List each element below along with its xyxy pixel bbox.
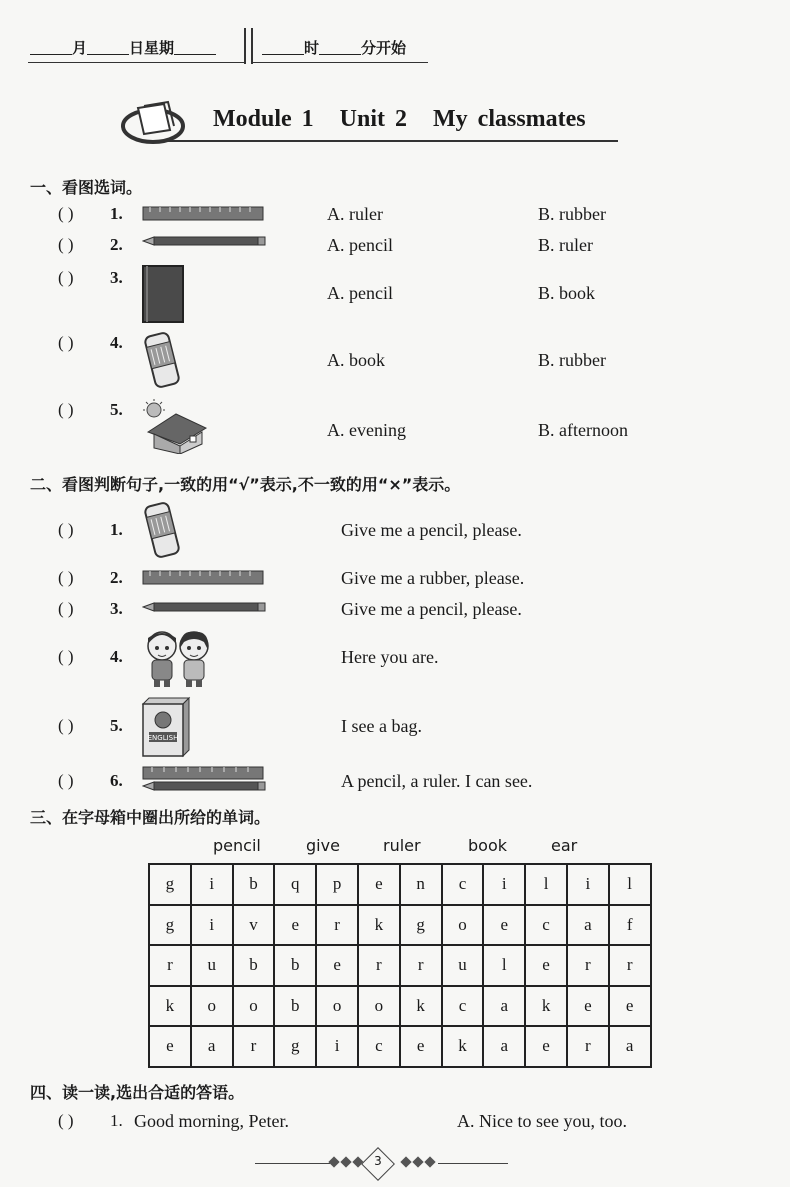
answer-blank[interactable]: ( ) [58,235,74,254]
grid-row [149,864,651,905]
answer-blank[interactable]: ( ) [58,771,74,790]
rubber-icon [140,330,184,390]
answer-blank[interactable]: ( ) [58,599,74,618]
grid-cell[interactable]: i [567,864,609,905]
footer-line-left [255,1163,330,1164]
sentence: Give me a rubber, please. [341,568,525,588]
sentence: Give me a pencil, please. [341,599,522,619]
option-b: B. book [538,283,596,303]
grid-cell[interactable]: e [358,864,400,905]
question-number: 2. [110,235,123,254]
hour-label: 时 [304,39,320,57]
grid-cell[interactable]: b [274,986,316,1027]
answer-blank[interactable]: ( ) [58,204,74,223]
grid-cell[interactable]: i [191,864,233,905]
question-number: 1. [110,1111,123,1130]
grid-cell[interactable]: e [609,986,651,1027]
question-number: 2. [110,568,123,587]
grid-cell[interactable]: q [274,864,316,905]
answer-blank[interactable]: ( ) [58,1111,74,1130]
answer-blank[interactable]: ( ) [58,400,74,419]
sentence: I see a bag. [341,716,422,736]
grid-cell[interactable]: o [191,986,233,1027]
grid-cell[interactable]: g [274,1026,316,1067]
grid-row [149,905,651,946]
question-number: 5. [110,716,123,735]
header-underline-right [253,62,428,63]
question-text: Good morning, Peter. [134,1111,289,1131]
grid-cell[interactable]: p [316,864,358,905]
question-number: 5. [110,400,123,419]
word-ruler: ruler [383,836,421,855]
grid-cell[interactable]: l [525,864,567,905]
grid-cell[interactable]: e [274,905,316,946]
footer-diamond [400,1156,411,1167]
grid-cell[interactable]: n [400,864,442,905]
grid-cell[interactable]: o [316,986,358,1027]
grid-cell[interactable]: f [609,905,651,946]
header-divider-2 [251,28,253,64]
question-number: 3. [110,268,123,287]
pencil-ruler-icon [142,766,266,792]
option-b: B. rubber [538,204,606,224]
question-number: 1. [110,520,123,539]
grid-cell[interactable]: c [525,905,567,946]
grid-cell[interactable]: r [567,945,609,986]
pencil-icon [142,602,266,612]
grid-cell[interactable]: i [483,864,525,905]
grid-cell[interactable]: k [358,905,400,946]
grid-cell[interactable]: k [149,986,191,1027]
grid-cell[interactable]: e [525,1026,567,1067]
two-children-icon [138,628,218,688]
grid-cell[interactable]: a [191,1026,233,1067]
grid-cell[interactable]: o [358,986,400,1027]
question-number: 1. [110,204,123,223]
grid-cell[interactable]: b [274,945,316,986]
grid-cell[interactable]: r [400,945,442,986]
grid-cell[interactable]: r [233,1026,275,1067]
word-ear: ear [551,836,578,855]
answer-blank[interactable]: ( ) [58,647,74,666]
grid-cell[interactable]: l [609,864,651,905]
grid-cell[interactable]: a [483,986,525,1027]
grid-cell[interactable]: k [525,986,567,1027]
answer-blank[interactable]: ( ) [58,520,74,539]
rubber-icon [140,500,184,560]
title-underline [148,140,618,142]
grid-cell[interactable]: i [316,1026,358,1067]
section4-heading: 四、读一读,选出合适的答语。 [30,1083,245,1102]
word-pencil: pencil [213,836,261,855]
section3-heading: 三、在字母箱中圈出所给的单词。 [30,808,271,827]
grid-cell[interactable]: b [233,864,275,905]
grid-cell[interactable]: c [442,986,484,1027]
answer-blank[interactable]: ( ) [58,568,74,587]
svg-text:ENGLISH: ENGLISH [147,734,179,742]
grid-cell[interactable]: g [400,905,442,946]
grid-cell[interactable]: u [442,945,484,986]
question-number: 6. [110,771,123,790]
grid-cell[interactable]: a [609,1026,651,1067]
grid-cell[interactable]: b [233,945,275,986]
grid-cell[interactable]: o [442,905,484,946]
english-book-icon [139,696,191,758]
grid-cell[interactable]: r [567,1026,609,1067]
grid-cell[interactable]: e [400,1026,442,1067]
sentence: Here you are. [341,647,439,667]
grid-cell[interactable]: e [567,986,609,1027]
grid-cell[interactable]: r [149,945,191,986]
answer-option: A. Nice to see you, too. [457,1111,627,1131]
section2-heading: 二、看图判断句子,一致的用“√”表示,不一致的用“×”表示。 [30,475,461,494]
grid-cell[interactable]: k [400,986,442,1027]
day-weekday-label: 日星期 [129,39,175,57]
grid-cell[interactable]: e [149,1026,191,1067]
footer-diamond [412,1156,423,1167]
ruler-icon [142,206,264,221]
question-number: 4. [110,647,123,666]
minute-start-label: 分开始 [361,39,407,57]
sentence: A pencil, a ruler. I can see. [341,771,533,791]
grid-cell[interactable]: r [316,905,358,946]
grid-cell[interactable]: e [525,945,567,986]
option-a: A. pencil [327,283,393,303]
grid-cell[interactable]: r [358,945,400,986]
grid-cell[interactable]: v [233,905,275,946]
house-sun-icon [140,398,212,454]
grid-cell[interactable]: c [442,864,484,905]
answer-blank[interactable]: ( ) [58,716,74,735]
footer-diamond [340,1156,351,1167]
header-divider [244,28,246,64]
ruler-icon [142,570,264,585]
option-b: B. ruler [538,235,593,255]
date-field [30,37,216,58]
letter-grid [148,863,652,1068]
question-number: 3. [110,599,123,618]
section1-heading: 一、看图选词。 [30,178,143,197]
page-title: Module 1 Unit 2 My classmates [213,106,586,132]
word-book: book [468,836,507,855]
question-number: 4. [110,333,123,352]
sentence: Give me a pencil, please. [341,520,522,540]
grid-cell[interactable]: g [149,905,191,946]
answer-blank[interactable]: ( ) [58,333,74,352]
grid-cell[interactable]: i [191,905,233,946]
word-give: give [306,836,340,855]
option-a: A. book [327,350,385,370]
book-icon [142,265,184,323]
option-a: A. ruler [327,204,383,224]
grid-cell[interactable]: o [233,986,275,1027]
grid-cell[interactable]: a [567,905,609,946]
header-underline-left [28,62,244,63]
option-a: A. evening [327,420,406,440]
grid-cell[interactable]: c [358,1026,400,1067]
footer-diamond [424,1156,435,1167]
footer-line-right [438,1163,508,1164]
grid-cell[interactable]: r [609,945,651,986]
grid-cell[interactable]: u [191,945,233,986]
option-a: A. pencil [327,235,393,255]
option-b: B. afternoon [538,420,628,440]
grid-cell[interactable]: l [483,945,525,986]
footer-diamond [328,1156,339,1167]
grid-row [149,945,651,986]
grid-cell[interactable]: g [149,864,191,905]
grid-row [149,1026,651,1067]
month-label: 月 [72,39,88,57]
answer-blank[interactable]: ( ) [58,268,74,287]
grid-cell[interactable]: e [316,945,358,986]
pencil-icon [142,236,266,246]
grid-row [149,986,651,1027]
page-number: 3 [374,1154,382,1168]
grid-cell[interactable]: k [442,1026,484,1067]
time-field [262,37,406,58]
grid-cell[interactable]: e [483,905,525,946]
grid-cell[interactable]: a [483,1026,525,1067]
option-b: B. rubber [538,350,606,370]
